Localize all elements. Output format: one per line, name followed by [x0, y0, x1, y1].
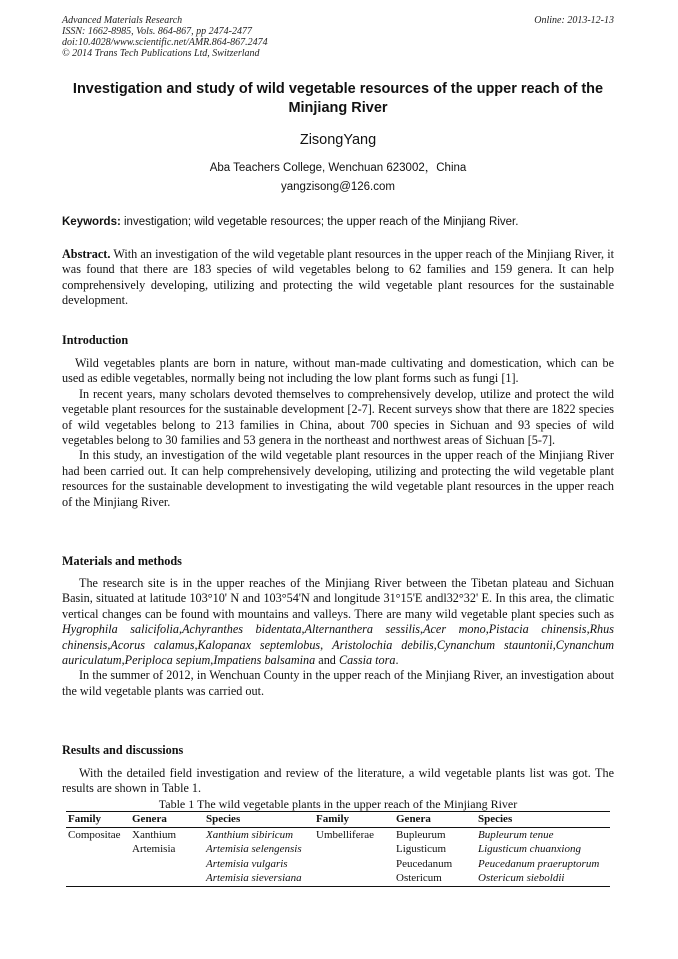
table-cell: Bupleurum tenue — [478, 828, 554, 841]
methods-text: The research site is in the upper reaches of the Minjiang River between the Tibetan plateau and Sichuan Basin, situated at latitude 103°10' N and 103°54'N and longitude 31°15'E andl32°32' E. In this area, the climatic vertical changes can be found with mountains and valleys. There are many wild vegetable plant species such as — [62, 576, 614, 621]
table-cell — [130, 857, 204, 872]
species-name: Hygrophila salicifolia — [62, 622, 180, 637]
table-cell: Ligusticum chuanxiong — [478, 843, 581, 855]
table-cell: Ligusticum — [396, 843, 447, 855]
introduction-paragraph: In this study, an investigation of the wild vegetable plant resources in the upper reach of the Minjiang River had been carried out. It can help comprehensively developing, utilizing and protecting the wild vegetable plant resources for the sustainable development to investigating the wild vegetable plant resources in the upper reach of the Minjiang River. — [62, 448, 614, 509]
table-cell: Umbelliferae — [316, 828, 375, 841]
species-name: Kalopanax septemlobus — [197, 637, 321, 652]
species-name: Achyranthes bidentata — [182, 622, 302, 637]
table-cell: Ostericum — [394, 871, 476, 886]
table-cell — [66, 871, 130, 886]
species-name: Pistacia chinensis — [488, 622, 587, 637]
results-body — [62, 766, 614, 797]
methods-text: and — [315, 653, 339, 668]
table-cell — [66, 857, 130, 872]
introduction-paragraph: In recent years, many scholars devoted themselves to comprehensively develop, utilize and protect the wild vegetable plant resources for the sustainable development [2-7]. Recent surveys show that there are 1822 species of wild vegetables belong to 213 families in China, about 700 species in Sichuan and 93 species of wild vegetables belong to 30 families and 53 genera in the northeast and northwest areas of Sichuan [5-7]. — [62, 386, 614, 448]
methods-text: . — [395, 653, 399, 668]
affiliation: Aba Teachers College, Wenchuan 623002，China — [209, 162, 467, 174]
abstract-text: With an investigation of the wild vegetable plant resources in the upper reach of the Minjiang River, it was found that there are 183 species of wild vegetables belong to 62 families and 159 genera. It can help comprehensively developing, utilizing and protecting the wild vegetable plant resources for the sustainable development. — [62, 247, 615, 308]
species-name: Aristolochia debilis — [332, 637, 434, 652]
column-header: Genera — [130, 812, 204, 828]
species-table — [66, 811, 610, 887]
table-cell: Artemisia sieversiana — [204, 871, 314, 886]
author-email: yangzisong@126.com — [281, 181, 395, 193]
introduction-paragraph: Wild vegetables plants are born in nature, without man-made cultivating and domestication, which can be used as edible vegetables, normally being not including the low plant forms such as fungi [1]. — [62, 356, 614, 386]
table-cell: Bupleurum — [396, 828, 446, 841]
table-row — [66, 857, 610, 872]
methods-heading: Materials and methods — [62, 554, 182, 568]
keywords-text: investigation; wild vegetable resources; the upper reach of the Minjiang River. — [124, 216, 519, 228]
species-name: Cynanchum stauntonii — [436, 637, 553, 652]
table-cell: Compositae — [68, 828, 121, 841]
results-paragraph: With the detailed field investigation and review of the literature, a wild vegetable plants list was got. The results are shown in Table 1. — [62, 766, 614, 796]
results-heading: Results and discussions — [62, 743, 184, 757]
species-name: Impatiens balsamina — [213, 653, 316, 668]
keywords — [62, 216, 614, 228]
table-cell: Artemisia vulgaris — [206, 857, 288, 870]
introduction-heading: Introduction — [62, 333, 129, 347]
table-cell — [314, 871, 394, 886]
doi-line: doi:10.4028/www.scientific.net/AMR.864-867.2474 — [62, 37, 268, 48]
species-name: Rhus chinensis — [62, 622, 614, 652]
table-row — [66, 842, 610, 857]
methods-paragraph: In the summer of 2012, in Wenchuan County in the upper reach of the Minjiang River, an investigation about the wild vegetable plants was carried out. — [62, 668, 614, 698]
species-name: Periploca sepium — [124, 653, 211, 668]
table-row — [66, 827, 610, 842]
column-header: Family — [66, 812, 130, 828]
species-name: Acorus calamus — [110, 637, 195, 652]
table-cell: Ostericum sieboldii — [476, 871, 610, 886]
abstract-label: Abstract. — [62, 247, 111, 261]
table-cell: Xanthium sibiricum — [206, 828, 294, 841]
species-name: Cassia tora — [338, 653, 396, 668]
table-caption: Table 1 The wild vegetable plants in the upper reach of the Minjiang River — [158, 797, 518, 811]
table-cell: Artemisia — [132, 843, 176, 855]
column-header: Species — [204, 812, 314, 828]
issn-line: ISSN: 1662-8985, Vols. 864-867, pp 2474-2477 — [62, 26, 252, 37]
table-cell — [314, 857, 394, 872]
species-name: Alternanthera sessilis — [304, 622, 421, 637]
methods-body — [62, 576, 614, 699]
methods-paragraph: The research site is in the upper reaches of the Minjiang River between the Tibetan plateau and Sichuan Basin, situated at latitude 103°10' N and 103°54'N and longitude 31°15'E andl32°32' E. In this area, the climatic vertical changes can be found with mountains and valleys. There are many wild vegetable plant species such as Hygrophila salicifolia,Achyranthes bidentata,Alternanthera sessilis,Acer mono,Pistacia chinensis,Rhus chinensis,Acorus calamus,Kalopanax septemlobus, Aristolochia debilis,Cynanchum stauntonii,Cynanchum auriculatum,Periploca sepium,Impatiens balsamina and Cassia tora. — [62, 576, 614, 668]
copyright-line: © 2014 Trans Tech Publications Ltd, Switzerland — [62, 48, 260, 59]
species-name: Acer mono — [423, 622, 486, 637]
keywords-label: Keywords: — [62, 216, 121, 228]
table-cell: Xanthium — [132, 828, 176, 841]
journal-name: Advanced Materials Research — [62, 15, 183, 26]
table-cell — [314, 842, 394, 857]
online-date: Online: 2013-12-13 — [534, 15, 614, 26]
paper-title: Investigation and study of wild vegetable resources of the upper reach of the Minjiang River — [72, 81, 604, 116]
abstract — [62, 247, 614, 309]
column-header: Family — [314, 812, 394, 828]
table-header-row — [66, 812, 610, 828]
table-cell: Peucedanum praeruptorum — [478, 857, 600, 870]
column-header: Genera — [394, 812, 476, 828]
table-cell: Artemisia selengensis — [206, 843, 302, 855]
table-row — [66, 871, 610, 886]
table-cell — [130, 871, 204, 886]
species-name: Cynanchum auriculatum — [62, 637, 614, 668]
author-name: ZisongYang — [299, 132, 377, 148]
column-header: Species — [476, 812, 610, 828]
table-cell — [66, 842, 130, 857]
journal-header — [62, 15, 614, 59]
introduction-body — [62, 356, 614, 510]
table-cell: Peucedanum — [396, 857, 453, 870]
